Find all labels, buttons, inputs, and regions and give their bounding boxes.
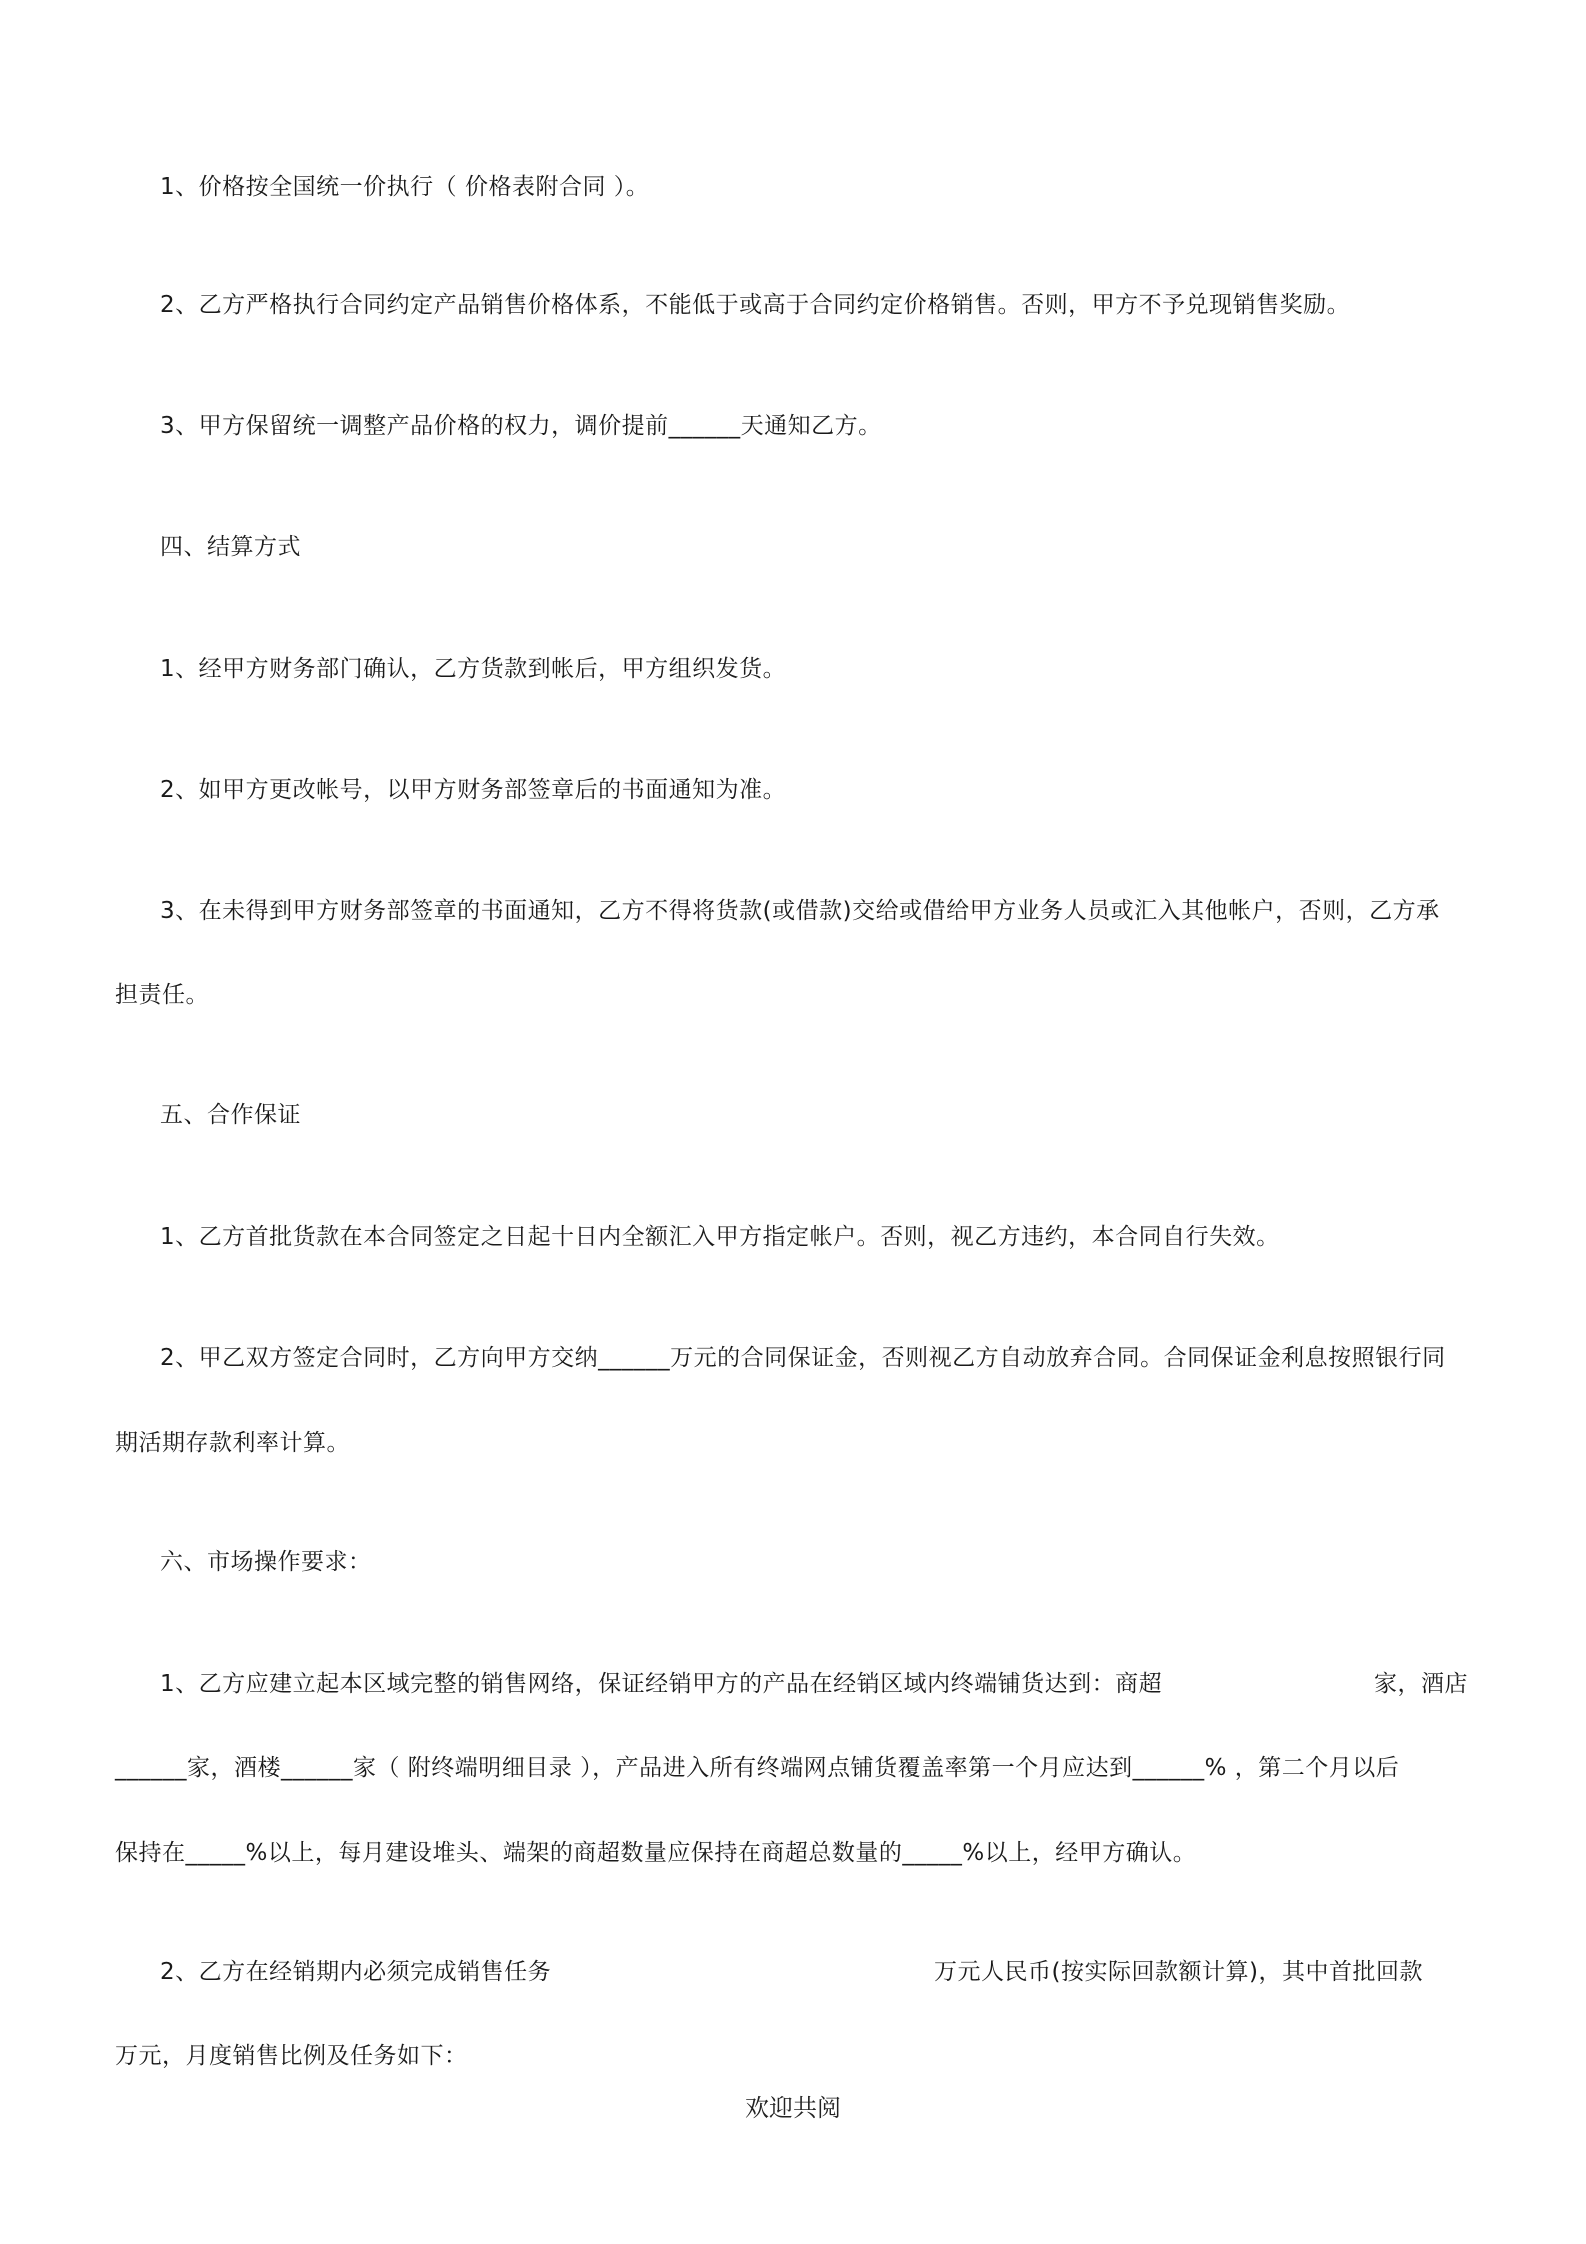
paragraph-guarantee-2-cont: 期活期存款利率计算。 [115,1430,350,1456]
paragraph-settlement-3: 3、在未得到甲方财务部签章的书面通知，乙方不得将货款(或借款)交给或借给甲方业务人员或汇入其他帐户，否则，乙方承 [160,898,1440,924]
paragraph-market-2-tail: 万元人民币(按实际回款额计算)，其中首批回款 [934,1959,1423,1985]
paragraph-market-2-cont: 万元，月度销售比例及任务如下： [115,2043,468,2069]
paragraph-price-3: 3、甲方保留统一调整产品价格的权力，调价提前______天通知乙方。 [160,413,882,439]
paragraph-market-1-line2: ______家，酒楼______家（ 附终端明细目录 ），产品进入所有终端网点铺货覆盖率第一个月应达到______% ，第二个月以后 [115,1755,1400,1781]
section-heading-settlement: 四、结算方式 [160,534,301,560]
paragraph-market-1: 1、乙方应建立起本区域完整的销售网络，保证经销甲方的产品在经销区域内终端铺货达到：商超 [160,1671,1163,1697]
paragraph-price-2: 2、乙方严格执行合同约定产品销售价格体系，不能低于或高于合同约定价格销售。否则，甲方不予兑现销售奖励。 [160,292,1351,318]
paragraph-settlement-3-cont: 担责任。 [115,982,209,1008]
section-heading-guarantee: 五、合作保证 [160,1102,301,1128]
paragraph-market-1-tail: 家，酒店 [1374,1671,1468,1697]
paragraph-market-2: 2、乙方在经销期内必须完成销售任务 [160,1959,552,1985]
paragraph-market-1-line3: 保持在_____%以上，每月建设堆头、端架的商超数量应保持在商超总数量的_____%以上，经甲方确认。 [115,1840,1197,1866]
paragraph-guarantee-2: 2、甲乙双方签定合同时，乙方向甲方交纳______万元的合同保证金，否则视乙方自动放弃合同。合同保证金利息按照银行同 [160,1345,1446,1371]
paragraph-price-1: 1、价格按全国统一价执行（ 价格表附合同 ）。 [160,174,650,200]
paragraph-settlement-2: 2、如甲方更改帐号，以甲方财务部签章后的书面通知为准。 [160,777,787,803]
paragraph-settlement-1: 1、经甲方财务部门确认，乙方货款到帐后，甲方组织发货。 [160,656,787,682]
paragraph-guarantee-1: 1、乙方首批货款在本合同签定之日起十日内全额汇入甲方指定帐户。否则，视乙方违约，本合同自行失效。 [160,1224,1280,1250]
section-heading-market: 六、市场操作要求： [160,1549,372,1575]
page-footer: 欢迎共阅 [745,2094,841,2122]
